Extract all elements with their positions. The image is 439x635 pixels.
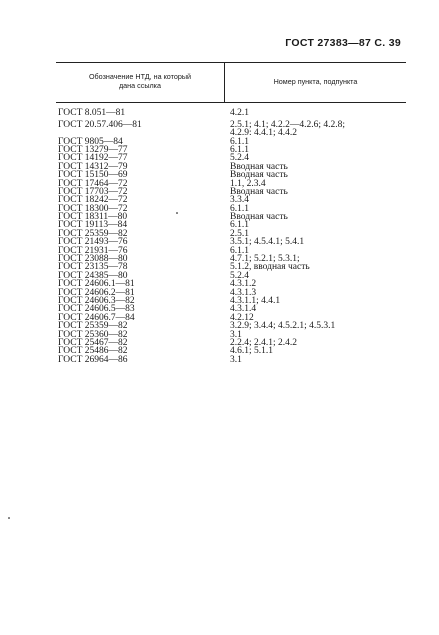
clause-cell: 2.2.4; 2.4.1; 2.4.2 xyxy=(230,337,298,348)
clause-cell: 4.2.9: 4.4.1; 4.4.2 xyxy=(230,128,298,139)
column-header-document xyxy=(56,72,224,90)
clause-cell: 4.3.1.1; 4.4.1 xyxy=(230,295,281,306)
document-cell: ГОСТ 9805—84 xyxy=(58,136,123,147)
clause-cell: 6.1.1 xyxy=(230,220,249,231)
clause-cell: Вводная часть xyxy=(230,212,288,223)
clause-cell: 4.2.12 xyxy=(230,312,254,323)
clause-cell: 4.2.1 xyxy=(230,108,249,118)
document-cell: ГОСТ 14312—79 xyxy=(58,161,128,172)
clause-cell: 2.5.1 xyxy=(230,228,249,239)
document-cell: ГОСТ 15150—69 xyxy=(58,170,128,181)
clause-cell: Вводная часть xyxy=(230,161,288,172)
document-column xyxy=(58,109,218,364)
document-cell: ГОСТ 20.57.406—81 xyxy=(58,119,142,130)
document-cell: ГОСТ 24606.7—84 xyxy=(58,312,135,323)
document-cell: ГОСТ 17464—72 xyxy=(58,178,128,189)
document-cell: ГОСТ 24606.2—81 xyxy=(58,287,135,298)
clause-cell: 5.1.2, вводная часть xyxy=(230,262,310,273)
column-header-clause: Номер пункта, подпункта xyxy=(273,77,358,86)
clause-cell: 4.6.1; 5.1.1 xyxy=(230,346,274,357)
clause-cell: 2.5.1; 4.1; 4.2.2—4.2.6; 4.2.8; xyxy=(230,119,346,130)
document-cell: ГОСТ 14192—77 xyxy=(58,153,128,164)
document-cell: ГОСТ 25486—82 xyxy=(58,346,128,357)
header-bottom-rule xyxy=(56,102,406,103)
scan-speck xyxy=(176,212,178,214)
document-cell: ГОСТ 8.051—81 xyxy=(58,108,126,118)
document-cell: ГОСТ 18300—72 xyxy=(58,203,128,214)
document-cell: ГОСТ 21493—76 xyxy=(58,237,128,248)
document-cell: ГОСТ 24606.1—81 xyxy=(58,279,135,290)
document-cell: ГОСТ 19113—84 xyxy=(58,220,128,231)
clause-cell: 4.7.1; 5.2.1; 5.3.1; xyxy=(230,254,300,265)
document-cell: ГОСТ 25359—82 xyxy=(58,228,128,239)
clause-cell: 5.2.4 xyxy=(230,270,249,281)
clause-cell: 3.5.1; 4.5.4.1; 5.4.1 xyxy=(230,237,305,248)
clause-cell: 6.1.1 xyxy=(230,203,249,214)
clause-cell: 6.1.1 xyxy=(230,136,249,147)
clause-cell: Вводная часть xyxy=(230,186,288,197)
clause-cell: 4.3.1.3 xyxy=(230,287,257,298)
clause-cell: 6.1.1 xyxy=(230,144,249,155)
document-cell: ГОСТ 25467—82 xyxy=(58,337,128,348)
clause-cell: Вводная часть xyxy=(230,170,288,181)
document-cell: ГОСТ 18242—72 xyxy=(58,195,128,206)
document-cell: ГОСТ 23088—80 xyxy=(58,254,128,265)
document-cell: ГОСТ 21931—76 xyxy=(58,245,128,256)
document-cell: ГОСТ 25360—82 xyxy=(58,329,128,340)
clause-cell: 3.1 xyxy=(230,329,242,340)
clause-cell: 1.1, 2.3.4 xyxy=(230,178,266,189)
clause-cell: 3.2.9; 3.4.4; 4.5.2.1; 4.5.3.1 xyxy=(230,321,336,332)
document-cell: ГОСТ 25359—82 xyxy=(58,321,128,332)
clause-cell: 3.3.4 xyxy=(230,195,249,206)
clause-cell: 4.3.1.4 xyxy=(230,304,257,315)
document-cell: ГОСТ 24606.3—82 xyxy=(58,295,135,306)
document-cell: ГОСТ 23135—78 xyxy=(58,262,128,273)
document-cell: ГОСТ 24606.5—83 xyxy=(58,304,135,315)
clause-cell: 5.2.4 xyxy=(230,153,249,164)
column-header-document-line1: Обозначение НТД, на который xyxy=(88,72,192,81)
page-header: ГОСТ 27383—87 С. 39 xyxy=(285,37,401,49)
document-cell: ГОСТ 26964—86 xyxy=(58,354,128,365)
scan-speck xyxy=(8,517,10,519)
document-cell: ГОСТ 18311—80 xyxy=(58,212,128,223)
document-cell: ГОСТ 17703—72 xyxy=(58,186,128,197)
table-top-rule xyxy=(56,62,406,63)
clause-cell: 3.1 xyxy=(230,354,242,365)
clause-cell: 4.3.1.2 xyxy=(230,279,257,290)
document-cell: ГОСТ 24385—80 xyxy=(58,270,128,281)
document-cell: ГОСТ 13279—77 xyxy=(58,144,128,155)
clause-column xyxy=(230,109,406,364)
clause-cell: 6.1.1 xyxy=(230,245,249,256)
column-header-document-line2: дана ссылка xyxy=(118,81,161,90)
